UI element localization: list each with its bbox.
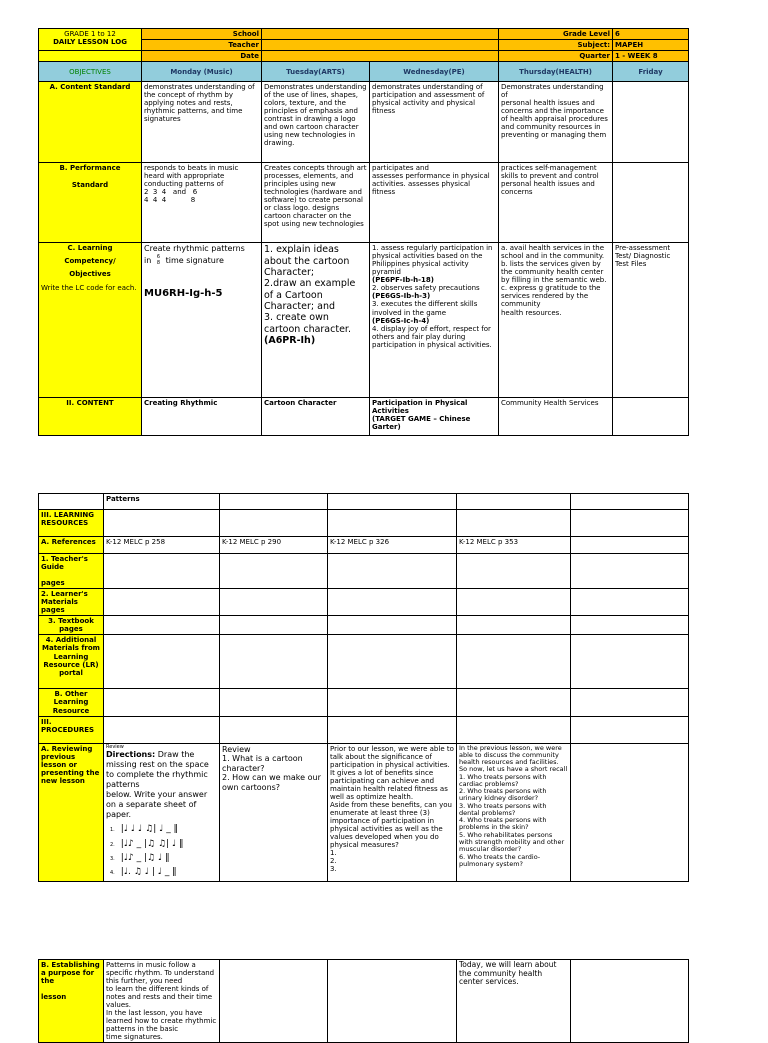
log-title-cell [39,29,142,51]
col-monday: Monday (Music) [142,62,262,82]
content-friday [613,398,689,436]
col-tuesday: Tuesday(ARTS) [262,62,370,82]
pattern-number: 2. [110,841,115,848]
reference-wednesday: K-12 MELC p 326 [328,537,457,554]
content-standard-wednesday: demonstrates understanding of participation and assessment of physical activity and physical fitness [370,82,499,163]
pattern-number: 1. [110,827,115,834]
performance-standard-monday [142,163,262,243]
time-signature-fraction [157,255,160,266]
competency-wednesday-1: 1. assess regularly participation in physical activities based on the Philippines physical activity pyramid [372,244,493,277]
content-monday-continued: Patterns [104,494,220,510]
quarter-value[interactable]: 1 - WEEK 8 [613,51,689,62]
learning-resources-label: III. LEARNING RESOURCES [39,510,104,537]
performance-standard-friday [613,163,689,243]
competency-wednesday-3: 3. executes the different skills involved in the game [372,300,478,317]
pattern-number: 3. [110,856,115,863]
competency-monday-in: in [144,256,152,266]
blank-cell [457,689,571,716]
performance-standard-thursday: practices self-management skills to prevent and control personal health issues and concerns [499,163,613,243]
blank-cell [571,960,689,1043]
blank-cell [457,635,571,689]
reference-thursday: K-12 MELC p 353 [457,537,571,554]
reference-tuesday: K-12 MELC p 290 [220,537,328,554]
blank-cell [571,635,689,689]
blank-cell [220,510,328,537]
blank-cell [328,689,457,716]
content-standard-thursday: Demonstrates understanding of personal health issues and concerns and the importance of health appraisal procedures and community resources in preventing or managing them [499,82,613,163]
competency-thursday: a. avail health services in the school and in the community. b. lists the services given by the community health center by filling in the semantic web. c. express g gratitude to the services rendered by the community health resources. [499,243,613,398]
establishing-monday: Patterns in music follow a specific rhythm. To understand this further, you need to learn the different kinds of notes and rests and their time values. In the last lesson, you have learned how to create rhythmic patterns in the basic time signatures. [104,960,220,1043]
procedures-label: III. PROCEDURES [39,716,104,743]
grade-level-value[interactable]: 6 [613,29,689,40]
performance-standard-tuesday: Creates concepts through art processes, elements, and principles using new technologies (hardware and software) to create personal or class logo. designs cartoon character on the spot using new technologies [262,163,370,243]
reviewing-tuesday: Review 1. What is a cartoon character? 2. How can we make our own cartoons? [220,743,328,881]
competency-monday-time-signature: time signature [165,256,224,266]
content-standard-tuesday: Demonstrates understanding of the use of lines, shapes, colors, texture, and the principles of emphasis and contrast in drawing a logo and own cartoon character using new technologies in drawing. [262,82,370,163]
blank-cell [457,494,571,510]
learners-materials-label: 2. Learner's Materials pages [39,589,104,616]
pattern-notes: |♩ ♩ ♩ ♫| ♩ _ ‖ [120,824,179,835]
rhythm-pattern [110,837,217,851]
col-objectives: OBJECTIVES [39,62,142,82]
establishing-label: B. Establishing a purpose for the lesson [39,960,104,1043]
content-thursday: Community Health Services [499,398,613,436]
performance-monday-2: conducting patterns of [144,180,224,189]
content-wednesday-1: Participation in Physical Activities [372,399,468,416]
blank-cell [104,510,220,537]
pattern-notes: |♩. ♫ ♩ | ♩ _ ‖ [120,867,177,878]
blank-cell [220,554,328,589]
reviewing-label: A. Reviewing previous lesson or presenting the new lesson [39,743,104,881]
grade-level-label: Grade Level [499,29,613,40]
blank-cell [328,960,457,1043]
blank-cell [571,689,689,716]
competency-tuesday-1: 1. explain ideas about the cartoon Character; [264,244,350,278]
log-title: DAILY LESSON LOG [53,38,127,47]
resources-table [38,493,689,882]
competency-wednesday-2 [372,284,496,300]
blank-cell [220,589,328,616]
performance-monday-1: responds to beats in music heard with appropriate [144,164,239,181]
competency-wednesday-1-code: (PE6PF-Ib-h-18) [372,276,434,285]
additional-materials-label: 4. Additional Materials from Learning Resource (LR) portal [39,635,104,689]
rhythm-pattern [110,851,217,865]
performance-standard-wednesday: participates and assesses performance in physical activities. assesses physical fitness [370,163,499,243]
blank-cell [104,589,220,616]
col-wednesday: Wednesday(PE) [370,62,499,82]
blank-cell [457,616,571,635]
blank-cell [457,554,571,589]
content-tuesday: Cartoon Character [262,398,370,436]
competency-monday-2 [144,255,259,266]
competency-label [39,243,142,398]
blank-cell [328,635,457,689]
content-label: II. CONTENT [39,398,142,436]
competency-wednesday-2-text: 2. observes safety precautions [372,284,480,293]
blank-cell [104,689,220,716]
blank-cell [104,635,220,689]
blank-cell [220,635,328,689]
patterns-blank [39,494,104,510]
col-thursday: Thursday(HEALTH) [499,62,613,82]
content-standard-label: A. Content Standard [39,82,142,163]
reviewing-monday-tag: Review [106,743,124,750]
establishing-table [38,959,689,1043]
blank-cell [571,616,689,635]
header-blank [39,51,142,62]
blank-cell [328,716,457,743]
blank-cell [104,716,220,743]
directions-text: Draw the missing rest on the space to complete the rhythmic patterns below. Write your answer on a separate sheet of paper. [106,750,209,820]
blank-cell [220,716,328,743]
blank-cell [220,960,328,1043]
blank-cell [571,510,689,537]
competency-tuesday-code: (A6PR-Ih) [264,335,316,347]
blank-cell [571,537,689,554]
reviewing-thursday: In the previous lesson, we were able to discuss the community health resources and facilities. So now, let us have a short recall 1. Who treats persons with cardiac problems? 2. Who treats persons with urinary kidney disorder? 3. Who treats persons with dental problems? 4. Who treats persons with problems in the skin? 5. Who rehabilitates persons with strength mobility and other muscular disorder? 6. Who treats the cardio-pulmonary system? [457,743,571,881]
reviewing-monday-directions [106,750,217,820]
competency-wednesday-4: 4. display joy of effort, respect for others and fair play during participation in physical activities. [372,324,492,349]
rhythm-pattern [110,865,217,879]
fraction-bottom: 8 [156,259,161,266]
pattern-notes: |♩♪ _ |♫ ♩ ‖ [120,853,170,864]
quarter-label: Quarter [499,51,613,62]
reviewing-wednesday: Prior to our lesson, we were able to talk about the significance of participation in physical activities. It gives a lot of benefits since participating can achieve and maintain health related fitness as well as optimize health. Aside from these benefits, can you enumerate at least three (3) importance of participation in physical activities as well as the values developed when you do physical measures? 1. 2. 3. [328,743,457,881]
competency-wednesday-3-code: (PE6GS-Ic-h-4) [372,316,430,325]
blank-cell [571,494,689,510]
content-wednesday-2: (TARGET GAME – Chinese Garter) [372,415,471,432]
subject-value[interactable]: MAPEH [613,40,689,51]
date-label: Date [142,51,262,62]
col-friday: Friday [613,62,689,82]
performance-standard-label [39,163,142,243]
school-value[interactable] [262,29,499,40]
performance-monday-3: 2 3 4 and 6 [144,188,198,197]
competency-label-2: Competency/ [64,257,116,266]
content-standard-monday: demonstrates understanding of the concept of rhythm by applying notes and rests, rhythmic patterns, and time signatures [142,82,262,163]
blank-cell [328,616,457,635]
performance-monday-4: 4 4 4 8 [144,196,196,205]
header-table [38,28,689,436]
blank-cell [328,589,457,616]
blank-cell [328,510,457,537]
competency-monday-1: Create rhythmic patterns [144,244,245,254]
competency-tuesday-3: 3. create own cartoon character. [264,312,351,335]
directions-heading: Directions: [106,750,156,760]
rhythm-patterns [106,822,217,880]
school-label: School [142,29,262,40]
other-resources-label: B. Other Learning Resource [39,689,104,716]
date-value[interactable] [262,51,499,62]
blank-cell [457,716,571,743]
fraction-top: 6 [156,254,161,261]
blank-cell [220,494,328,510]
competency-label-note: Write the LC code for each. [41,284,137,293]
blank-cell [104,554,220,589]
competency-label-3: Objectives [69,270,111,279]
reference-monday: K-12 MELC p 258 [104,537,220,554]
textbook-label: 3. Textbook pages [39,616,104,635]
competency-monday [142,243,262,398]
blank-cell [104,616,220,635]
competency-label-1: C. Learning [67,244,113,253]
blank-cell [328,494,457,510]
subject-label: Subject: [499,40,613,51]
blank-cell [571,743,689,881]
content-standard-friday [613,82,689,163]
competency-wednesday-2-code: (PE6GS-Ib-h-3) [372,292,431,301]
reviewing-monday [104,743,220,881]
pattern-number: 4. [110,870,115,877]
blank-cell [328,554,457,589]
competency-wednesday [370,243,499,398]
teacher-label: Teacher [142,40,262,51]
blank-cell [571,716,689,743]
performance-label-2: Standard [71,181,109,190]
grade-range: GRADE 1 to 12 [64,30,116,38]
blank-cell [457,589,571,616]
competency-monday-code: MU6RH-Ig-h-5 [144,288,223,300]
establishing-thursday: Today, we will learn about the community health center services. [457,960,571,1043]
performance-label-1: B. Performance [59,164,121,173]
content-monday: Creating Rhythmic [142,398,262,436]
rhythm-pattern [110,822,217,836]
blank-cell [220,616,328,635]
competency-friday: Pre-assessment Test/ Diagnostic Test Files [613,243,689,398]
teacher-value[interactable] [262,40,499,51]
teachers-guide-label: 1. Teacher's Guide pages [39,554,104,589]
competency-tuesday [262,243,370,398]
blank-cell [220,689,328,716]
blank-cell [571,554,689,589]
content-wednesday [370,398,499,436]
references-label: A. References [39,537,104,554]
blank-cell [571,589,689,616]
blank-cell [457,510,571,537]
pattern-notes: |♩♪ _ |♫ ♫| ♩ ‖ [120,838,184,849]
competency-tuesday-2: 2.draw an example of a Cartoon Character; and [264,278,356,313]
